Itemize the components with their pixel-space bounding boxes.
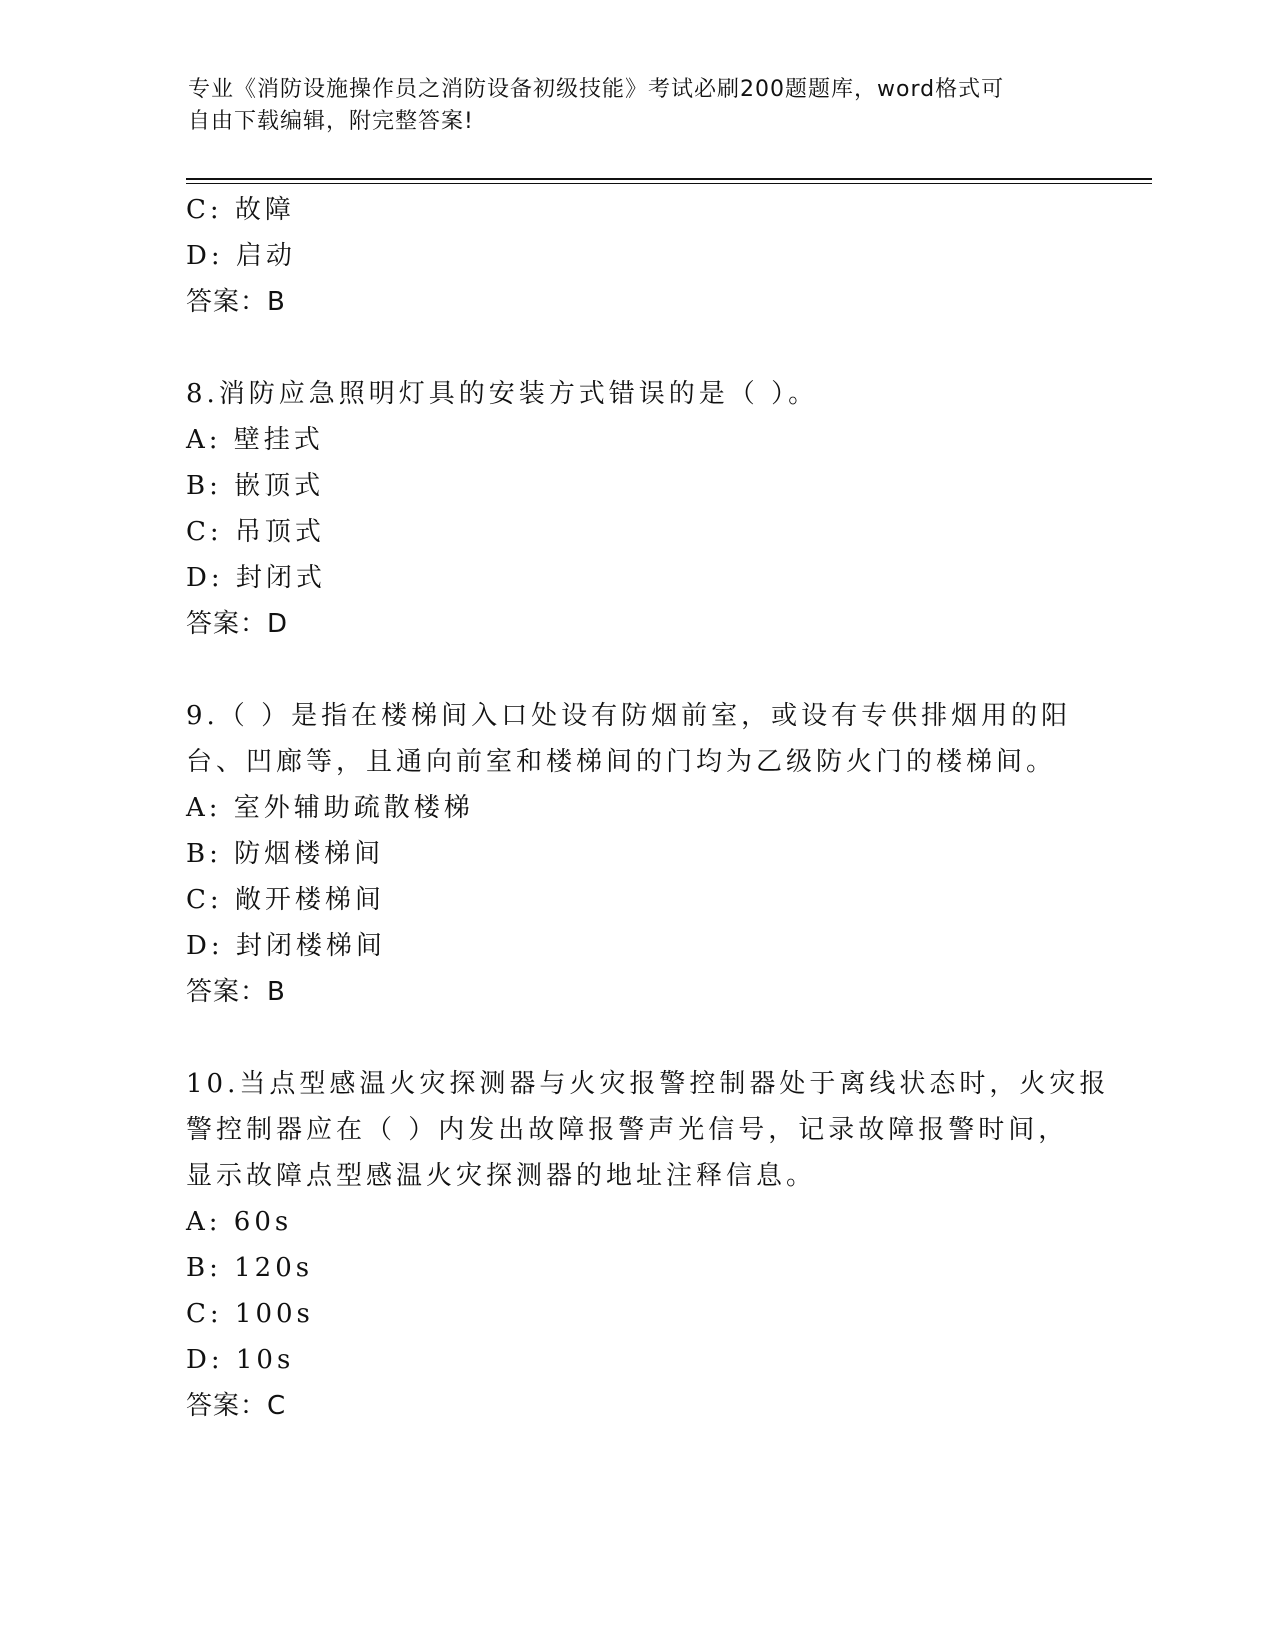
question-stem: 警控制器应在（ ）内发出故障报警声光信号，记录故障报警时间， [186, 1115, 1069, 1145]
option-a: A: 壁挂式 [186, 425, 324, 455]
question-stem: 9.（ ）是指在楼梯间入口处设有防烟前室，或设有专供排烟用的阳 [186, 701, 1072, 731]
option-c: C: 吊顶式 [186, 517, 325, 547]
answer-line: 答案：C [186, 1391, 287, 1421]
header-rule-thin [186, 183, 1152, 184]
question-8 [186, 371, 1086, 647]
option-c: C: 100s [186, 1299, 314, 1329]
question-9 [186, 693, 1086, 1015]
spacer [186, 1015, 1086, 1061]
option-b: B: 120s [186, 1253, 314, 1283]
header-line-1: 专业《消防设施操作员之消防设备初级技能》考试必刷200题题库，word格式可 [188, 77, 1005, 102]
option-d: D: 封闭楼梯间 [186, 931, 386, 961]
question-stem: 显示故障点型感温火灾探测器的地址注释信息。 [186, 1161, 817, 1191]
header-rule-thick [186, 178, 1152, 180]
question-stem: 台、凹廊等，且通向前室和楼梯间的门均为乙级防火门的楼梯间。 [186, 747, 1057, 777]
option-d: D: 启动 [186, 241, 296, 271]
answer-line: 答案：B [186, 977, 286, 1007]
option-d: D: 10s [186, 1345, 295, 1375]
answer-line: 答案：B [186, 287, 286, 317]
option-c: C: 故障 [186, 195, 295, 225]
document-body [186, 187, 1110, 1429]
question-10 [186, 1061, 1110, 1429]
option-b: B: 防烟楼梯间 [186, 839, 385, 869]
option-a: A: 60s [186, 1207, 293, 1237]
question-stem: 8.消防应急照明灯具的安装方式错误的是（ ）。 [186, 379, 819, 409]
header-line-2: 自由下载编辑，附完整答案! [188, 109, 474, 134]
spacer [186, 325, 1086, 371]
option-a: A: 室外辅助疏散楼梯 [186, 793, 474, 823]
spacer [186, 647, 1086, 693]
option-d: D: 封闭式 [186, 563, 326, 593]
answer-line: 答案：D [186, 609, 289, 639]
option-b: B: 嵌顶式 [186, 471, 325, 501]
question-7-continuation [186, 187, 1086, 325]
option-c: C: 敞开楼梯间 [186, 885, 385, 915]
question-stem: 10.当点型感温火灾探测器与火灾报警控制器处于离线状态时，火灾报 [186, 1069, 1110, 1099]
page-header [188, 74, 1068, 138]
